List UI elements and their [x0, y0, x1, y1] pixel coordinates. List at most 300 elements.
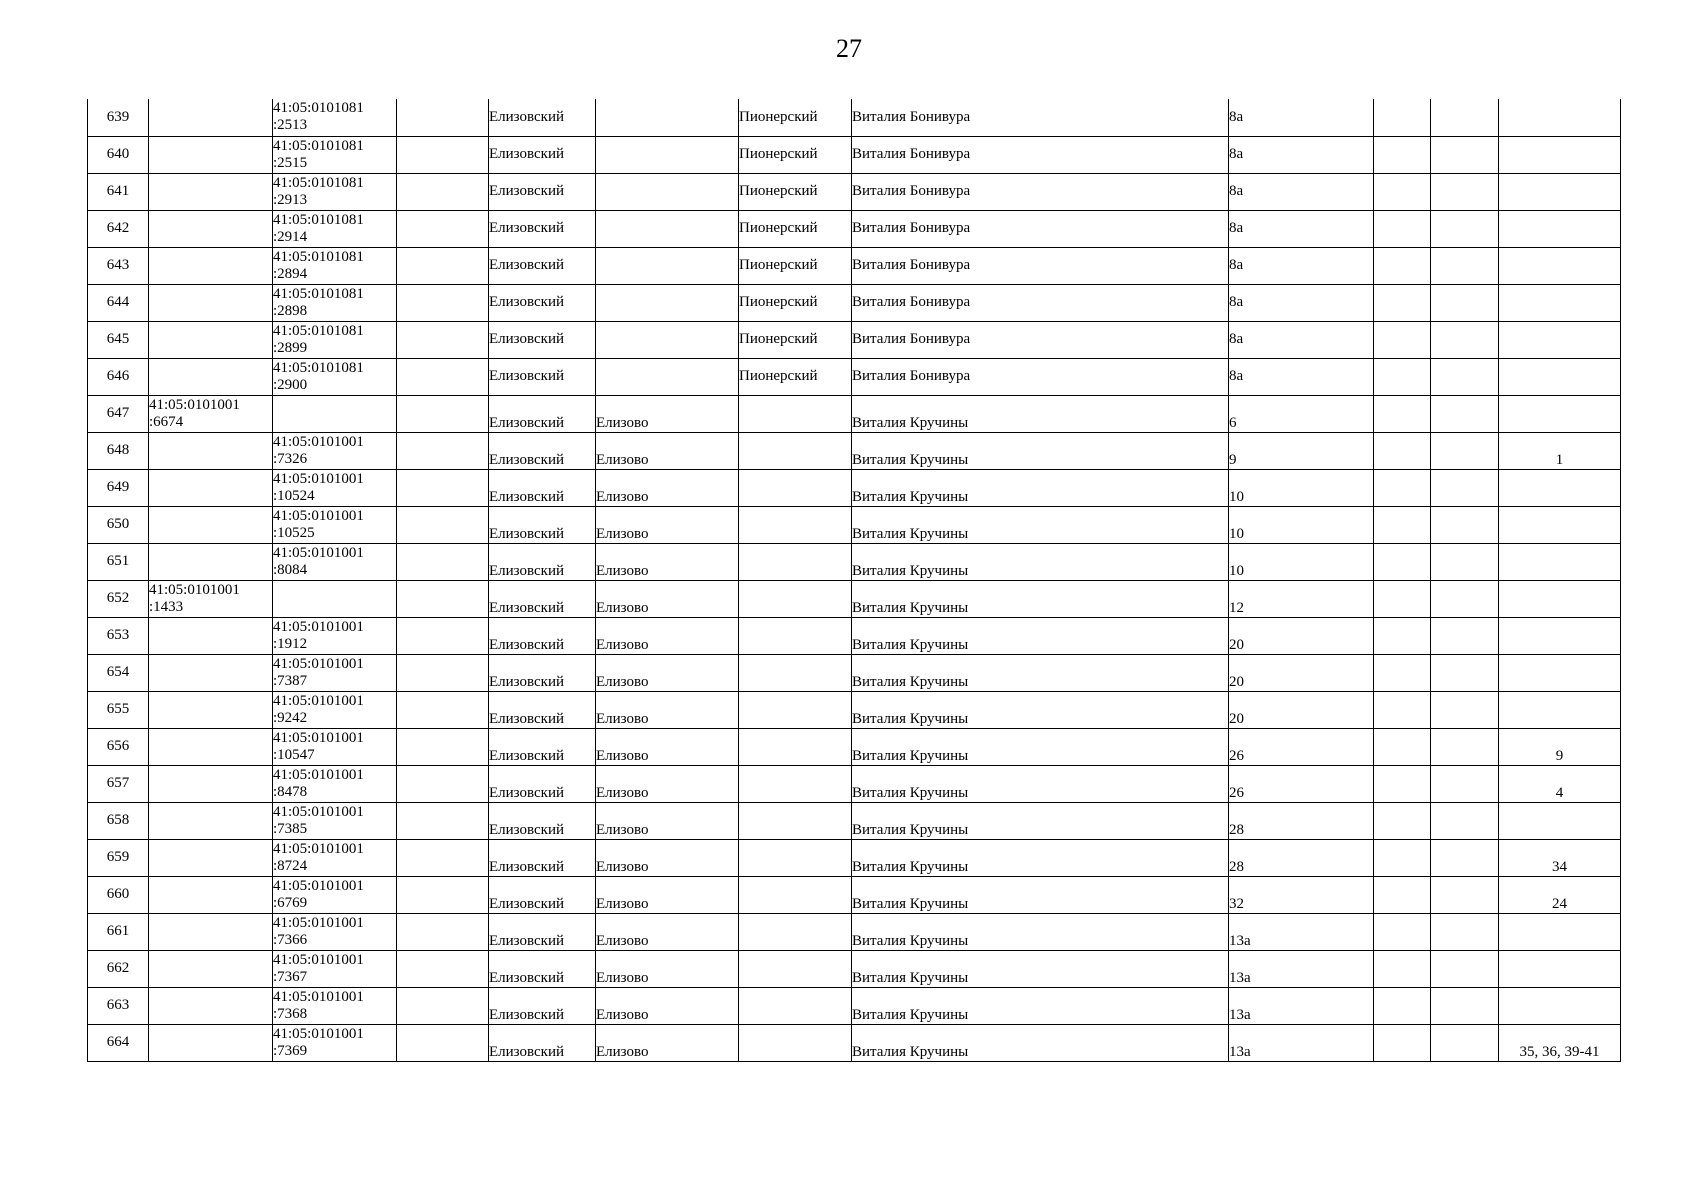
row-number-cell: 647 — [88, 395, 149, 432]
empty-cell — [397, 506, 489, 543]
cadastral-number-2-cell-line: 41:05:0101001 — [273, 988, 364, 1005]
house-cell: 32 — [1229, 876, 1374, 913]
row-number-cell: 642 — [88, 210, 149, 247]
empty-cell — [397, 432, 489, 469]
city-cell: Елизово — [596, 469, 739, 506]
cadastral-number-1-cell — [149, 617, 273, 654]
house-cell: 26 — [1229, 765, 1374, 802]
city-cell: Елизово — [596, 987, 739, 1024]
empty-cell — [1374, 1024, 1431, 1061]
house-cell: 9 — [1229, 432, 1374, 469]
table-row — [88, 728, 1621, 765]
city-cell: Елизово — [596, 765, 739, 802]
empty-cell — [397, 543, 489, 580]
table-row — [88, 876, 1621, 913]
cadastral-number-2-cell-line: 41:05:0101081 — [273, 285, 364, 302]
cadastral-number-2-cell-line: 41:05:0101001 — [273, 618, 364, 635]
cadastral-number-2-cell-line: 41:05:0101001 — [273, 692, 364, 709]
house-cell: 8а — [1229, 99, 1374, 136]
cadastral-number-2-cell — [273, 136, 397, 173]
house-cell: 20 — [1229, 617, 1374, 654]
district-cell: Елизовский — [489, 580, 596, 617]
cadastral-number-2-cell-line: 41:05:0101081 — [273, 100, 364, 117]
empty-cell — [1431, 913, 1499, 950]
house-cell: 13а — [1229, 950, 1374, 987]
district-cell: Елизовский — [489, 469, 596, 506]
district-cell: Елизовский — [489, 136, 596, 173]
extra-cell — [1499, 321, 1621, 358]
city-cell — [596, 247, 739, 284]
table-row — [88, 617, 1621, 654]
house-cell: 8а — [1229, 173, 1374, 210]
street-cell: Виталия Бонивура — [852, 99, 1229, 136]
extra-cell — [1499, 469, 1621, 506]
extra-cell — [1499, 358, 1621, 395]
cadastral-number-2-cell — [273, 321, 397, 358]
district-cell: Елизовский — [489, 543, 596, 580]
row-number-cell: 643 — [88, 247, 149, 284]
table-body — [88, 99, 1621, 1061]
cadastral-number-1-cell — [149, 987, 273, 1024]
empty-cell — [1431, 987, 1499, 1024]
cadastral-number-1-cell — [149, 654, 273, 691]
house-cell: 8а — [1229, 358, 1374, 395]
cadastral-number-2-cell-line: :7369 — [273, 1042, 308, 1059]
cadastral-number-2-cell-line: 41:05:0101081 — [273, 137, 364, 154]
cadastral-number-2-cell — [273, 469, 397, 506]
empty-cell — [397, 691, 489, 728]
cadastral-number-2-cell-line: :2913 — [273, 191, 308, 208]
cadastral-number-1-cell — [149, 728, 273, 765]
settlement-cell — [739, 876, 852, 913]
district-cell: Елизовский — [489, 839, 596, 876]
row-number-cell: 661 — [88, 913, 149, 950]
city-cell: Елизово — [596, 506, 739, 543]
street-cell: Виталия Бонивура — [852, 358, 1229, 395]
extra-cell: 24 — [1499, 876, 1621, 913]
row-number-cell: 640 — [88, 136, 149, 173]
cadastral-number-2-cell-line: :2900 — [273, 376, 308, 393]
house-cell: 8а — [1229, 247, 1374, 284]
table-row — [88, 654, 1621, 691]
house-cell: 8а — [1229, 284, 1374, 321]
extra-cell: 1 — [1499, 432, 1621, 469]
cadastral-number-1-cell — [149, 321, 273, 358]
street-cell: Виталия Кручины — [852, 802, 1229, 839]
settlement-cell: Пионерский — [739, 173, 852, 210]
extra-cell — [1499, 802, 1621, 839]
extra-cell — [1499, 99, 1621, 136]
cadastral-number-2-cell-line: :8478 — [273, 783, 308, 800]
cadastral-number-2-cell-line: 41:05:0101001 — [273, 470, 364, 487]
table-row — [88, 543, 1621, 580]
district-cell: Елизовский — [489, 1024, 596, 1061]
street-cell: Виталия Кручины — [852, 876, 1229, 913]
city-cell — [596, 136, 739, 173]
city-cell: Елизово — [596, 395, 739, 432]
cadastral-number-2-cell — [273, 1024, 397, 1061]
cadastral-number-2-cell-line: 41:05:0101001 — [273, 544, 364, 561]
cadastral-number-2-cell-line: :10525 — [273, 524, 315, 541]
street-cell: Виталия Бонивура — [852, 136, 1229, 173]
settlement-cell — [739, 432, 852, 469]
extra-cell — [1499, 950, 1621, 987]
empty-cell — [397, 469, 489, 506]
extra-cell — [1499, 580, 1621, 617]
city-cell: Елизово — [596, 876, 739, 913]
empty-cell — [1374, 987, 1431, 1024]
table-row — [88, 321, 1621, 358]
table-row — [88, 395, 1621, 432]
cadastral-number-2-cell — [273, 802, 397, 839]
house-cell: 28 — [1229, 839, 1374, 876]
empty-cell — [1431, 173, 1499, 210]
cadastral-number-2-cell-line: 41:05:0101001 — [273, 507, 364, 524]
city-cell: Елизово — [596, 913, 739, 950]
district-cell: Елизовский — [489, 321, 596, 358]
empty-cell — [397, 728, 489, 765]
city-cell — [596, 99, 739, 136]
cadastral-number-2-cell-line: :8084 — [273, 561, 308, 578]
district-cell: Елизовский — [489, 654, 596, 691]
cadastral-number-2-cell — [273, 99, 397, 136]
empty-cell — [1374, 210, 1431, 247]
settlement-cell — [739, 691, 852, 728]
table-row — [88, 247, 1621, 284]
cadastral-number-2-cell-line: 41:05:0101081 — [273, 174, 364, 191]
empty-cell — [397, 395, 489, 432]
empty-cell — [1374, 617, 1431, 654]
district-cell: Елизовский — [489, 728, 596, 765]
extra-cell — [1499, 913, 1621, 950]
district-cell: Елизовский — [489, 395, 596, 432]
empty-cell — [397, 358, 489, 395]
empty-cell — [1431, 136, 1499, 173]
cadastral-number-2-cell-line: 41:05:0101001 — [273, 1025, 364, 1042]
house-cell: 8а — [1229, 321, 1374, 358]
district-cell: Елизовский — [489, 210, 596, 247]
cadastral-number-2-cell — [273, 210, 397, 247]
cadastral-number-1-cell — [149, 950, 273, 987]
empty-cell — [1374, 913, 1431, 950]
city-cell — [596, 210, 739, 247]
empty-cell — [1374, 691, 1431, 728]
house-cell: 10 — [1229, 469, 1374, 506]
table-row — [88, 765, 1621, 802]
row-number-cell: 644 — [88, 284, 149, 321]
empty-cell — [1431, 247, 1499, 284]
empty-cell — [1374, 950, 1431, 987]
empty-cell — [397, 765, 489, 802]
empty-cell — [1374, 876, 1431, 913]
empty-cell — [397, 284, 489, 321]
row-number-cell: 648 — [88, 432, 149, 469]
cadastral-number-1-cell — [149, 469, 273, 506]
district-cell: Елизовский — [489, 876, 596, 913]
cadastral-number-1-cell — [149, 395, 273, 432]
table-row — [88, 950, 1621, 987]
extra-cell — [1499, 506, 1621, 543]
cadastral-number-2-cell — [273, 580, 397, 617]
extra-cell — [1499, 210, 1621, 247]
cadastral-number-2-cell-line: 41:05:0101081 — [273, 359, 364, 376]
empty-cell — [397, 1024, 489, 1061]
cadastral-number-1-cell — [149, 210, 273, 247]
house-cell: 13а — [1229, 987, 1374, 1024]
cadastral-number-1-cell-line: 41:05:0101001 — [149, 581, 240, 598]
street-cell: Виталия Кручины — [852, 950, 1229, 987]
table-row — [88, 987, 1621, 1024]
house-cell: 10 — [1229, 543, 1374, 580]
table-row — [88, 802, 1621, 839]
street-cell: Виталия Бонивура — [852, 247, 1229, 284]
district-cell: Елизовский — [489, 432, 596, 469]
district-cell: Елизовский — [489, 173, 596, 210]
row-number-cell: 655 — [88, 691, 149, 728]
cadastral-number-1-cell — [149, 432, 273, 469]
city-cell — [596, 321, 739, 358]
cadastral-number-1-cell — [149, 1024, 273, 1061]
cadastral-number-2-cell — [273, 173, 397, 210]
row-number-cell: 659 — [88, 839, 149, 876]
settlement-cell — [739, 913, 852, 950]
street-cell: Виталия Кручины — [852, 691, 1229, 728]
cadastral-number-2-cell-line: :7367 — [273, 968, 308, 985]
cadastral-number-1-cell — [149, 876, 273, 913]
city-cell: Елизово — [596, 802, 739, 839]
cadastral-number-2-cell — [273, 247, 397, 284]
district-cell: Елизовский — [489, 284, 596, 321]
street-cell: Виталия Кручины — [852, 617, 1229, 654]
empty-cell — [1374, 506, 1431, 543]
cadastral-number-2-cell-line: :6769 — [273, 894, 308, 911]
cadastral-number-1-cell — [149, 802, 273, 839]
row-number-cell: 663 — [88, 987, 149, 1024]
cadastral-number-2-cell-line: :2898 — [273, 302, 308, 319]
house-cell: 10 — [1229, 506, 1374, 543]
settlement-cell: Пионерский — [739, 99, 852, 136]
empty-cell — [397, 617, 489, 654]
cadastral-number-2-cell-line: 41:05:0101081 — [273, 248, 364, 265]
cadastral-number-1-cell-line: :1433 — [149, 598, 184, 615]
empty-cell — [1374, 247, 1431, 284]
extra-cell — [1499, 691, 1621, 728]
empty-cell — [1374, 580, 1431, 617]
empty-cell — [1374, 728, 1431, 765]
table-row — [88, 913, 1621, 950]
empty-cell — [1374, 173, 1431, 210]
row-number-cell: 656 — [88, 728, 149, 765]
cadastral-number-2-cell — [273, 950, 397, 987]
house-cell: 20 — [1229, 654, 1374, 691]
cadastral-number-2-cell-line: :2513 — [273, 117, 308, 134]
cadastral-number-2-cell-line: 41:05:0101001 — [273, 766, 364, 783]
city-cell — [596, 173, 739, 210]
settlement-cell — [739, 1024, 852, 1061]
empty-cell — [1431, 802, 1499, 839]
settlement-cell — [739, 617, 852, 654]
empty-cell — [1431, 99, 1499, 136]
extra-cell — [1499, 395, 1621, 432]
cadastral-number-1-cell — [149, 913, 273, 950]
cadastral-number-2-cell — [273, 543, 397, 580]
cadastral-number-2-cell-line: 41:05:0101001 — [273, 433, 364, 450]
extra-cell — [1499, 617, 1621, 654]
street-cell: Виталия Кручины — [852, 987, 1229, 1024]
cadastral-number-2-cell-line: :2914 — [273, 228, 308, 245]
settlement-cell — [739, 469, 852, 506]
cadastral-number-2-cell — [273, 284, 397, 321]
city-cell: Елизово — [596, 839, 739, 876]
street-cell: Виталия Кручины — [852, 469, 1229, 506]
empty-cell — [397, 913, 489, 950]
table-row — [88, 691, 1621, 728]
district-cell: Елизовский — [489, 802, 596, 839]
empty-cell — [1374, 136, 1431, 173]
cadastral-number-1-cell — [149, 358, 273, 395]
cadastral-number-2-cell-line: 41:05:0101081 — [273, 322, 364, 339]
cadastral-number-2-cell-line: 41:05:0101001 — [273, 877, 364, 894]
street-cell: Виталия Бонивура — [852, 321, 1229, 358]
row-number-cell: 652 — [88, 580, 149, 617]
row-number-cell: 651 — [88, 543, 149, 580]
row-number-cell: 649 — [88, 469, 149, 506]
row-number-cell: 660 — [88, 876, 149, 913]
settlement-cell: Пионерский — [739, 321, 852, 358]
settlement-cell — [739, 765, 852, 802]
cadastral-number-2-cell — [273, 728, 397, 765]
extra-cell: 35, 36, 39-41 — [1499, 1024, 1621, 1061]
city-cell: Елизово — [596, 654, 739, 691]
settlement-cell: Пионерский — [739, 358, 852, 395]
cadastral-number-2-cell — [273, 913, 397, 950]
settlement-cell: Пионерский — [739, 284, 852, 321]
row-number-cell: 646 — [88, 358, 149, 395]
house-cell: 26 — [1229, 728, 1374, 765]
cadastral-number-2-cell — [273, 654, 397, 691]
cadastral-number-2-cell — [273, 839, 397, 876]
city-cell: Елизово — [596, 950, 739, 987]
house-cell: 6 — [1229, 395, 1374, 432]
city-cell — [596, 358, 739, 395]
district-cell: Елизовский — [489, 691, 596, 728]
empty-cell — [1374, 99, 1431, 136]
house-cell: 20 — [1229, 691, 1374, 728]
empty-cell — [1374, 432, 1431, 469]
empty-cell — [1431, 765, 1499, 802]
empty-cell — [1374, 395, 1431, 432]
street-cell: Виталия Бонивура — [852, 210, 1229, 247]
cadastral-number-1-cell — [149, 99, 273, 136]
empty-cell — [1431, 1024, 1499, 1061]
street-cell: Виталия Кручины — [852, 839, 1229, 876]
empty-cell — [397, 173, 489, 210]
cadastral-number-2-cell-line: 41:05:0101001 — [273, 951, 364, 968]
row-number-cell: 658 — [88, 802, 149, 839]
empty-cell — [1431, 321, 1499, 358]
empty-cell — [1431, 395, 1499, 432]
district-cell: Елизовский — [489, 913, 596, 950]
empty-cell — [1431, 691, 1499, 728]
extra-cell — [1499, 284, 1621, 321]
row-number-cell: 664 — [88, 1024, 149, 1061]
settlement-cell — [739, 987, 852, 1024]
extra-cell: 4 — [1499, 765, 1621, 802]
settlement-cell — [739, 580, 852, 617]
settlement-cell — [739, 654, 852, 691]
table-row — [88, 284, 1621, 321]
house-cell: 12 — [1229, 580, 1374, 617]
empty-cell — [1431, 950, 1499, 987]
cadastral-number-1-cell — [149, 247, 273, 284]
cadastral-number-1-cell — [149, 839, 273, 876]
empty-cell — [1374, 765, 1431, 802]
cadastral-number-2-cell-line: :2899 — [273, 339, 308, 356]
empty-cell — [1374, 654, 1431, 691]
cadastral-number-2-cell-line: :9242 — [273, 709, 308, 726]
empty-cell — [1374, 284, 1431, 321]
street-cell: Виталия Кручины — [852, 432, 1229, 469]
street-cell: Виталия Кручины — [852, 654, 1229, 691]
empty-cell — [1431, 469, 1499, 506]
empty-cell — [1374, 802, 1431, 839]
cadastral-number-2-cell-line: 41:05:0101001 — [273, 803, 364, 820]
extra-cell — [1499, 247, 1621, 284]
cadastral-number-2-cell — [273, 506, 397, 543]
cadastral-number-2-cell-line: 41:05:0101001 — [273, 729, 364, 746]
cadastral-number-2-cell-line: :7366 — [273, 931, 308, 948]
city-cell: Елизово — [596, 580, 739, 617]
table-row — [88, 839, 1621, 876]
empty-cell — [1431, 284, 1499, 321]
cadastral-number-1-cell-line: :6674 — [149, 413, 184, 430]
district-cell: Елизовский — [489, 617, 596, 654]
cadastral-number-1-cell — [149, 506, 273, 543]
cadastral-number-2-cell-line: 41:05:0101001 — [273, 914, 364, 931]
empty-cell — [1431, 432, 1499, 469]
settlement-cell — [739, 728, 852, 765]
street-cell: Виталия Кручины — [852, 580, 1229, 617]
empty-cell — [1374, 839, 1431, 876]
empty-cell — [1431, 728, 1499, 765]
cadastral-number-1-cell — [149, 173, 273, 210]
house-cell: 13а — [1229, 1024, 1374, 1061]
empty-cell — [1431, 839, 1499, 876]
table-row — [88, 173, 1621, 210]
cadastral-number-2-cell-line: :7326 — [273, 450, 308, 467]
district-cell: Елизовский — [489, 99, 596, 136]
table-row — [88, 1024, 1621, 1061]
district-cell: Елизовский — [489, 506, 596, 543]
cadastral-number-2-cell-line: :2894 — [273, 265, 308, 282]
empty-cell — [397, 802, 489, 839]
cadastral-number-2-cell — [273, 876, 397, 913]
table-row — [88, 580, 1621, 617]
street-cell: Виталия Кручины — [852, 543, 1229, 580]
settlement-cell — [739, 839, 852, 876]
cadastral-number-1-cell-line: 41:05:0101001 — [149, 396, 240, 413]
empty-cell — [1431, 543, 1499, 580]
cadastral-number-2-cell-line: :1912 — [273, 635, 308, 652]
cadastral-number-2-cell-line: :10524 — [273, 487, 315, 504]
empty-cell — [1431, 506, 1499, 543]
empty-cell — [1374, 321, 1431, 358]
house-cell: 8а — [1229, 210, 1374, 247]
table-row — [88, 469, 1621, 506]
cadastral-number-1-cell — [149, 543, 273, 580]
cadastral-number-2-cell-line: 41:05:0101081 — [273, 211, 364, 228]
empty-cell — [397, 839, 489, 876]
